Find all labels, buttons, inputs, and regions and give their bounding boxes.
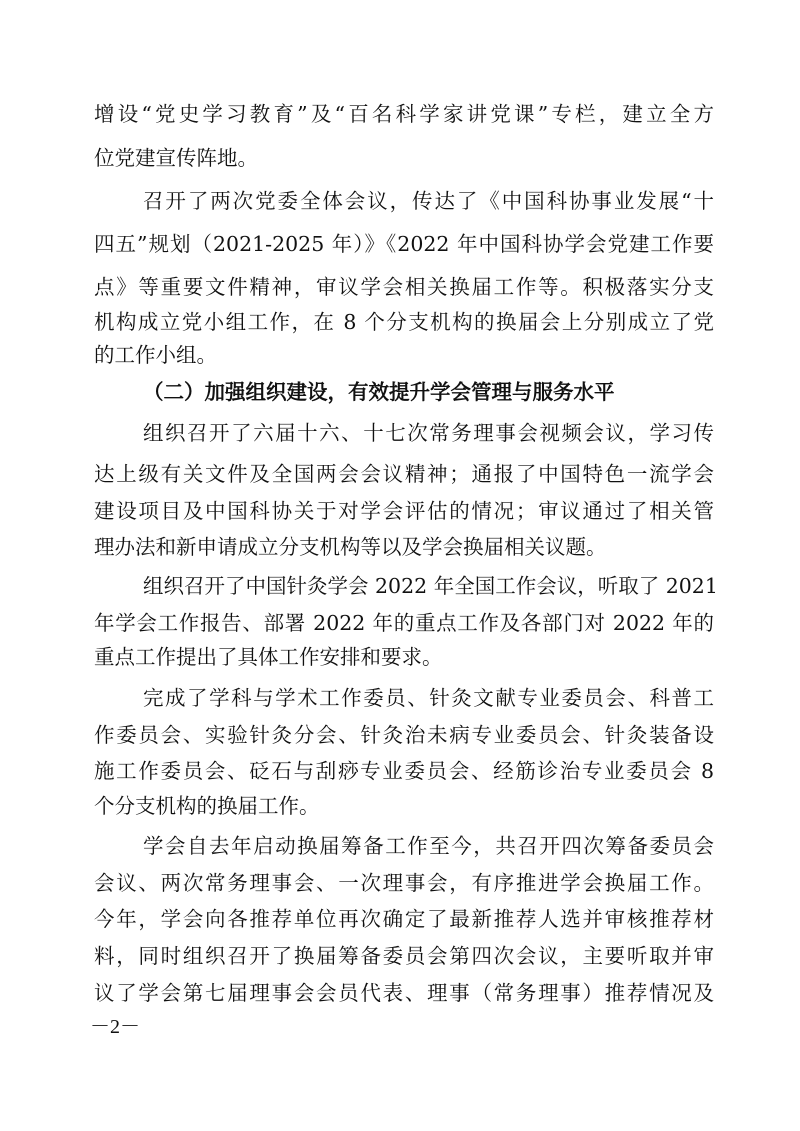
paragraph-line: 议了学会第七届理事会会员代表、理事（常务理事）推荐情况及: [94, 981, 714, 1005]
paragraph-line: 达上级有关文件及全国两会会议精神；通报了中国特色一流学会: [94, 462, 714, 486]
paragraph-line: 年学会工作报告、部署 2022 年的重点工作及各部门对 2022 年的: [94, 611, 714, 635]
paragraph-line: 今年，学会向各推荐单位再次确定了最新推荐人选并审核推荐材: [94, 907, 714, 931]
paragraph-line: 机构成立党小组工作，在 8 个分支机构的换届会上分别成立了党: [94, 310, 714, 334]
paragraph-line: 组织召开了六届十六、十七次常务理事会视频会议，学习传: [143, 421, 714, 445]
paragraph-line: 施工作委员会、砭石与刮痧专业委员会、经筋诊治专业委员会 8: [94, 759, 714, 783]
paragraph-line: 完成了学科与学术工作委员、针灸文献专业委员会、科普工: [143, 686, 714, 710]
section-heading: （二）加强组织建设，有效提升学会管理与服务水平: [143, 380, 615, 404]
paragraph-line: 四五”规划（2021-2025 年）》《2022 年中国科协学会党建工作要: [94, 232, 714, 256]
paragraph-line: 作委员会、实验针灸分会、针灸治未病专业委员会、针灸装备设: [94, 723, 714, 747]
paragraph-line: 理办法和新申请成立分支机构等以及学会换届相关议题。: [94, 535, 607, 559]
paragraph-line: 位党建宣传阵地。: [94, 146, 258, 170]
paragraph-line: 会议、两次常务理事会、一次理事会，有序推进学会换届工作。: [94, 871, 714, 895]
page-number: －2－: [90, 1016, 140, 1038]
paragraph-line: 的工作小组。: [94, 343, 217, 367]
paragraph-line: 组织召开了中国针灸学会 2022 年全国工作会议，听取了 2021: [143, 574, 718, 598]
paragraph-line: 料，同时组织召开了换届筹备委员会第四次会议，主要听取并审: [94, 944, 714, 968]
paragraph-line: 建设项目及中国科协关于对学会评估的情况；审议通过了相关管: [94, 499, 714, 523]
paragraph-line: 重点工作提出了具体工作安排和要求。: [94, 645, 443, 669]
paragraph-line: 个分支机构的换届工作。: [94, 794, 320, 818]
paragraph-line: 召开了两次党委全体会议，传达了《中国科协事业发展“十: [143, 189, 714, 213]
paragraph-line: 点》等重要文件精神，审议学会相关换届工作等。积极落实分支: [94, 275, 714, 299]
paragraph-line: 学会自去年启动换届筹备工作至今，共召开四次筹备委员会: [143, 834, 714, 858]
paragraph-line: 增设“党史学习教育”及“百名科学家讲党课”专栏，建立全方: [94, 102, 714, 126]
